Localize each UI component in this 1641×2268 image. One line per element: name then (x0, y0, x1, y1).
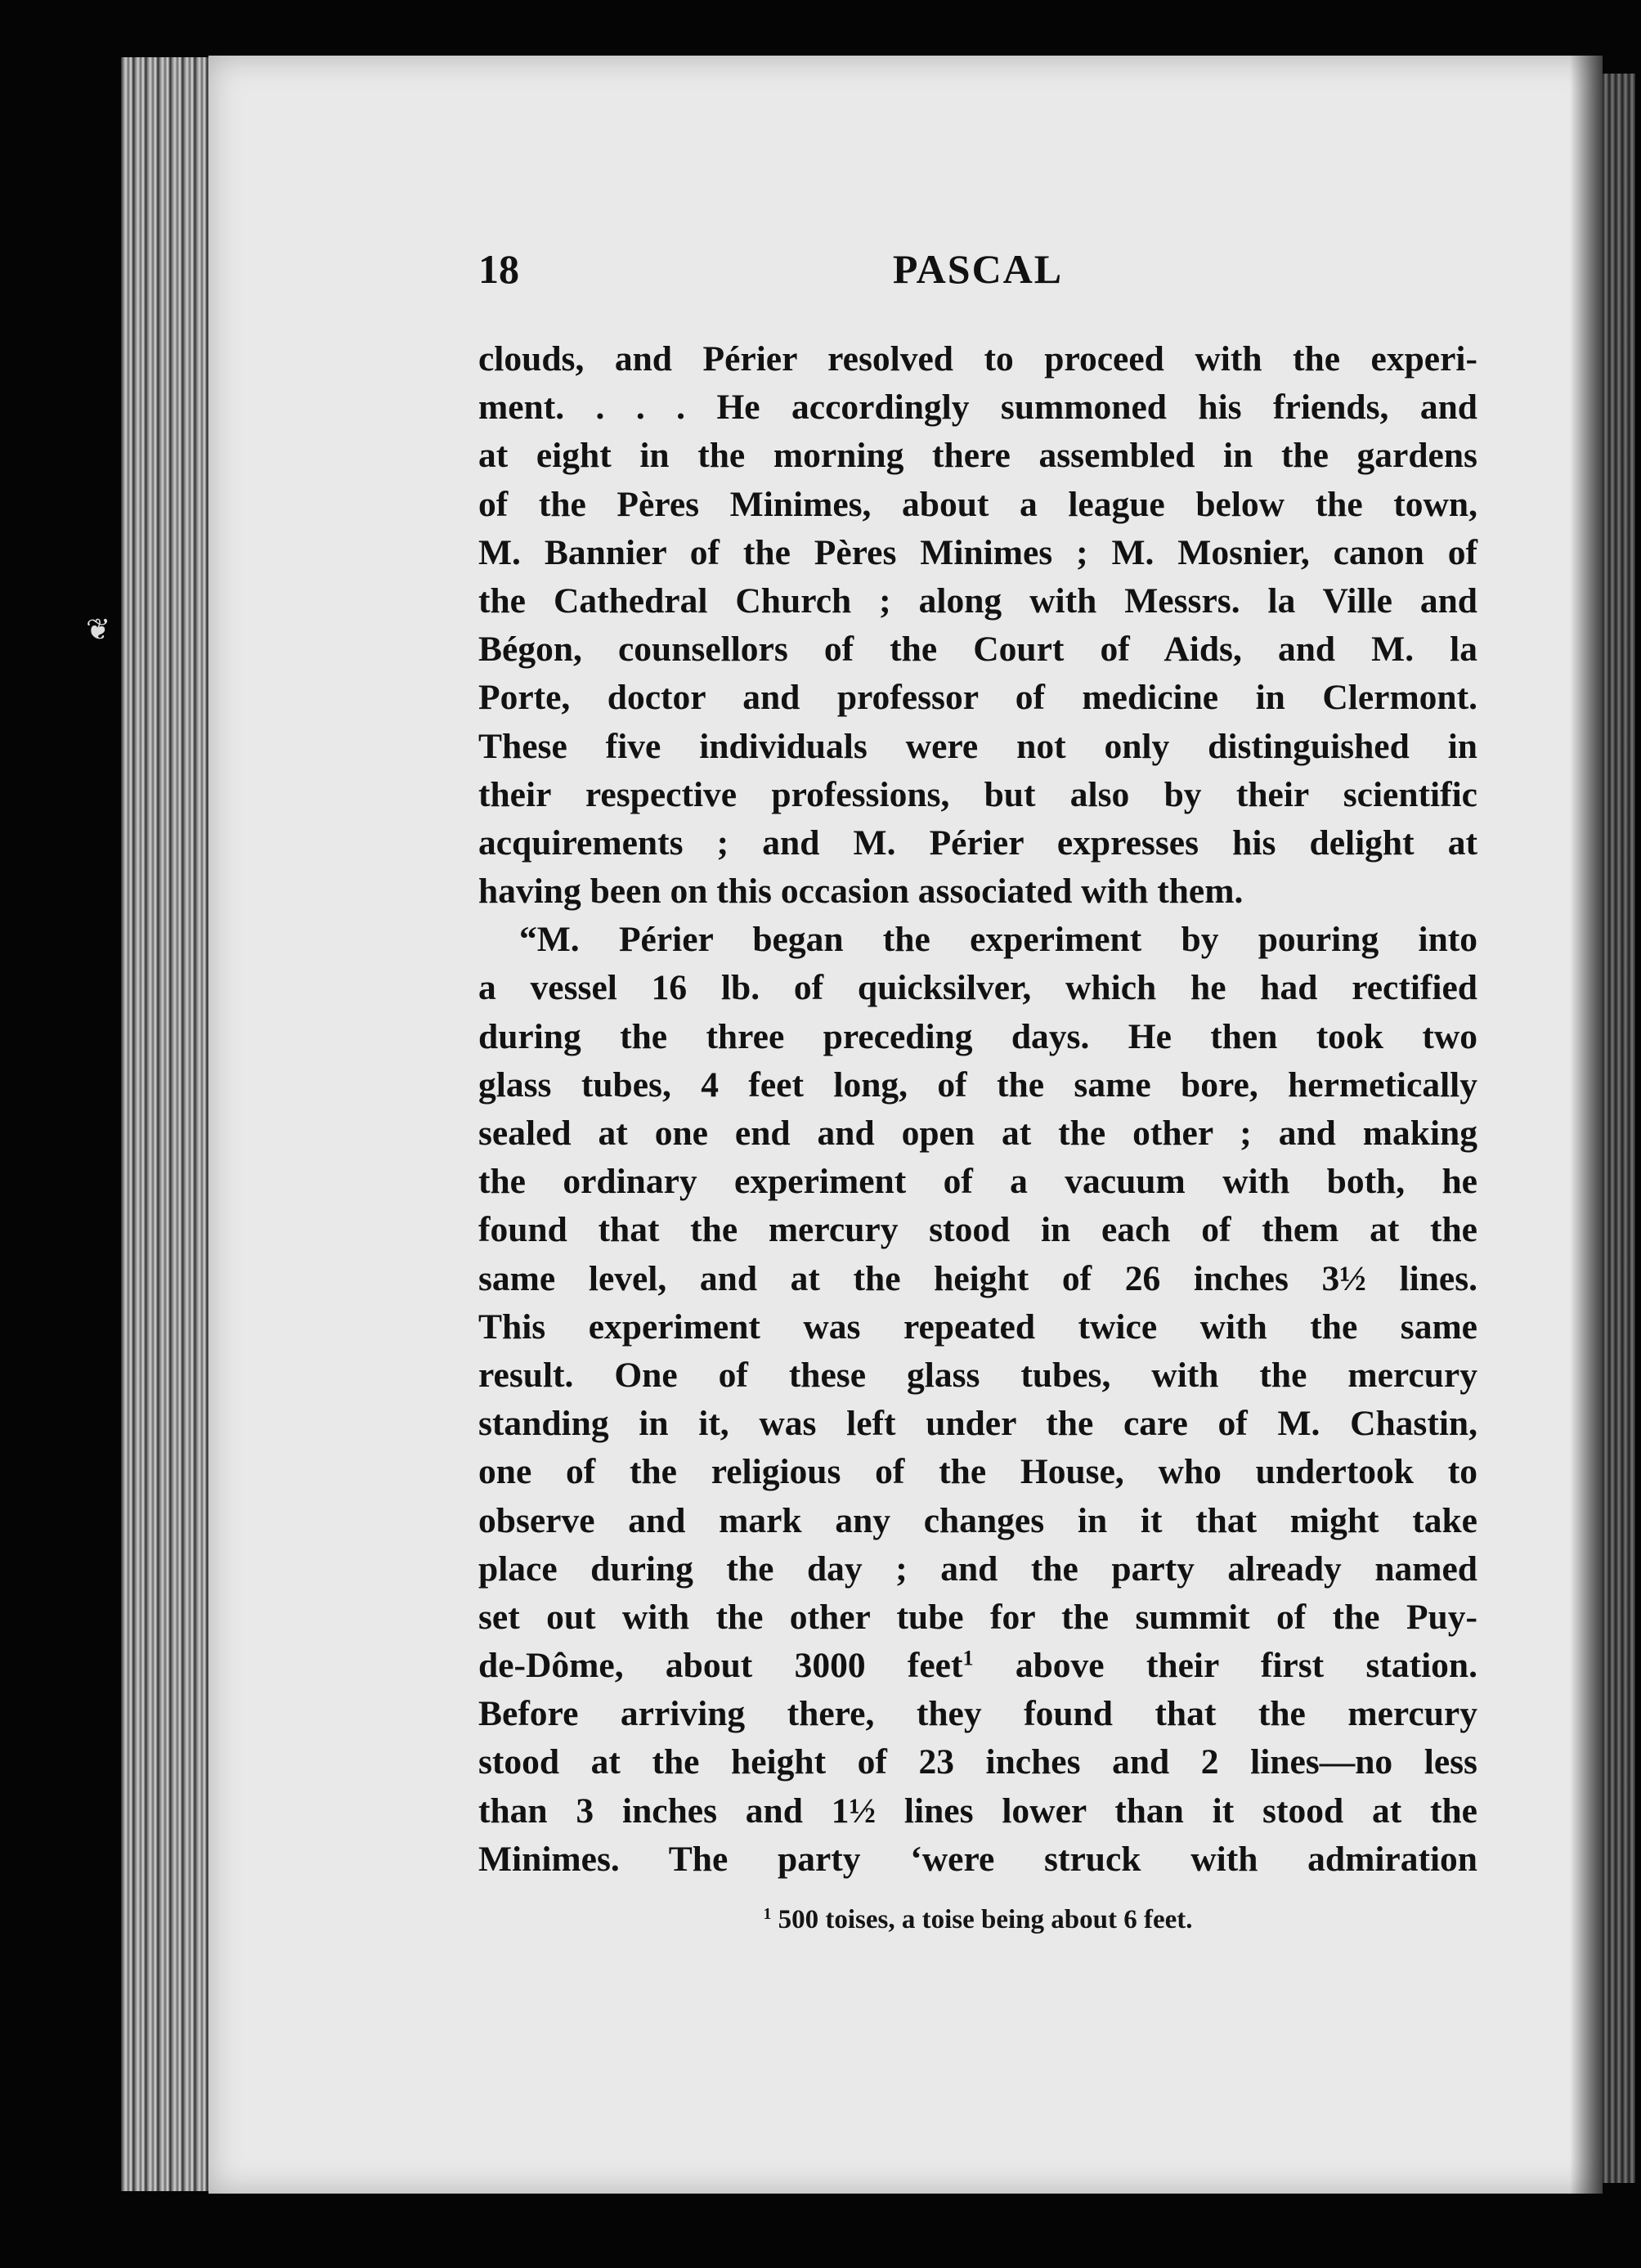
text-line: same level, and at the height of 26 inches 3½ lines. (478, 1258, 1477, 1298)
text-line: standing in it, was left under the care of M. Chastin, (478, 1404, 1477, 1444)
text-line: This experiment was repeated twice with the same (478, 1307, 1477, 1347)
text-line: These five individuals were not only distinguished in (478, 726, 1477, 766)
text-line: their respective professions, but also by their scientific (478, 774, 1477, 814)
book-right-edge (1603, 74, 1635, 2183)
text-line-start: de-Dôme, about 3000 feet (478, 1646, 963, 1686)
text-line: glass tubes, 4 feet long, of the same bore, hermetically (478, 1065, 1477, 1105)
text-line: result. One of these glass tubes, with the mercury (478, 1355, 1477, 1395)
text-line: a vessel 16 lb. of quicksilver, which he had rectified (478, 968, 1477, 1008)
text-line-end: above their first station. (1015, 1646, 1477, 1686)
text-line-with-footnote (478, 1642, 1477, 1690)
text-line: clouds, and Périer resolved to proceed with the experi- (478, 339, 1477, 379)
text-line: during the three preceding days. He then took two (478, 1016, 1477, 1056)
text-line: Bégon, counsellors of the Court of Aids, and M. la (478, 630, 1477, 670)
text-line: set out with the other tube for the summit of the Puy- (478, 1597, 1477, 1637)
footnote-text: 500 toises, a toise being about 6 feet. (778, 1905, 1193, 1934)
text-line: ment. . . . He accordingly summoned his friends, and (478, 388, 1477, 428)
book-page-edges (121, 57, 219, 2191)
footnote-reference: 1 (962, 1646, 974, 1670)
margin-mark-icon: ❦ (86, 613, 111, 646)
body-text (478, 335, 1477, 1884)
text-line: M. Bannier of the Pères Minimes ; M. Mosnier, canon of (478, 532, 1477, 572)
text-line: the ordinary experiment of a vacuum with both, he (478, 1162, 1477, 1202)
text-line: than 3 inches and 1½ lines lower than it stood at the (478, 1791, 1477, 1831)
text-line: observe and mark any changes in it that might take (478, 1500, 1477, 1540)
text-line: “M. Périer began the experiment by pouring into (519, 920, 1477, 960)
text-line: of the Pères Minimes, about a league below the town, (478, 484, 1477, 524)
running-head: PASCAL (892, 246, 1064, 292)
text-line: stood at the height of 23 inches and 2 lines—no less (478, 1742, 1477, 1782)
text-line: having been on this occasion associated with them. (478, 872, 1244, 912)
text-line: at eight in the morning there assembled in the gardens (478, 436, 1477, 476)
text-line: the Cathedral Church ; along with Messrs. la Ville and (478, 580, 1477, 621)
text-line: one of the religious of the House, who undertook to (478, 1452, 1477, 1492)
footnote-marker: 1 (763, 1905, 772, 1924)
page-shadow (1570, 56, 1603, 2194)
text-line: place during the day ; and the party already named (478, 1549, 1477, 1589)
text-line: Minimes. The party ‘were struck with admiration (478, 1839, 1477, 1879)
page-number: 18 (478, 246, 519, 292)
text-line: Porte, doctor and professor of medicine in Clermont. (478, 678, 1477, 718)
text-line: acquirements ; and M. Périer expresses his delight at (478, 822, 1477, 863)
footnote (478, 1905, 1477, 1935)
text-line: sealed at one end and open at the other ; and making (478, 1114, 1477, 1153)
text-line: Before arriving there, they found that the mercury (478, 1694, 1477, 1734)
text-line: found that the mercury stood in each of them at the (478, 1210, 1477, 1250)
page-header (478, 245, 1477, 311)
